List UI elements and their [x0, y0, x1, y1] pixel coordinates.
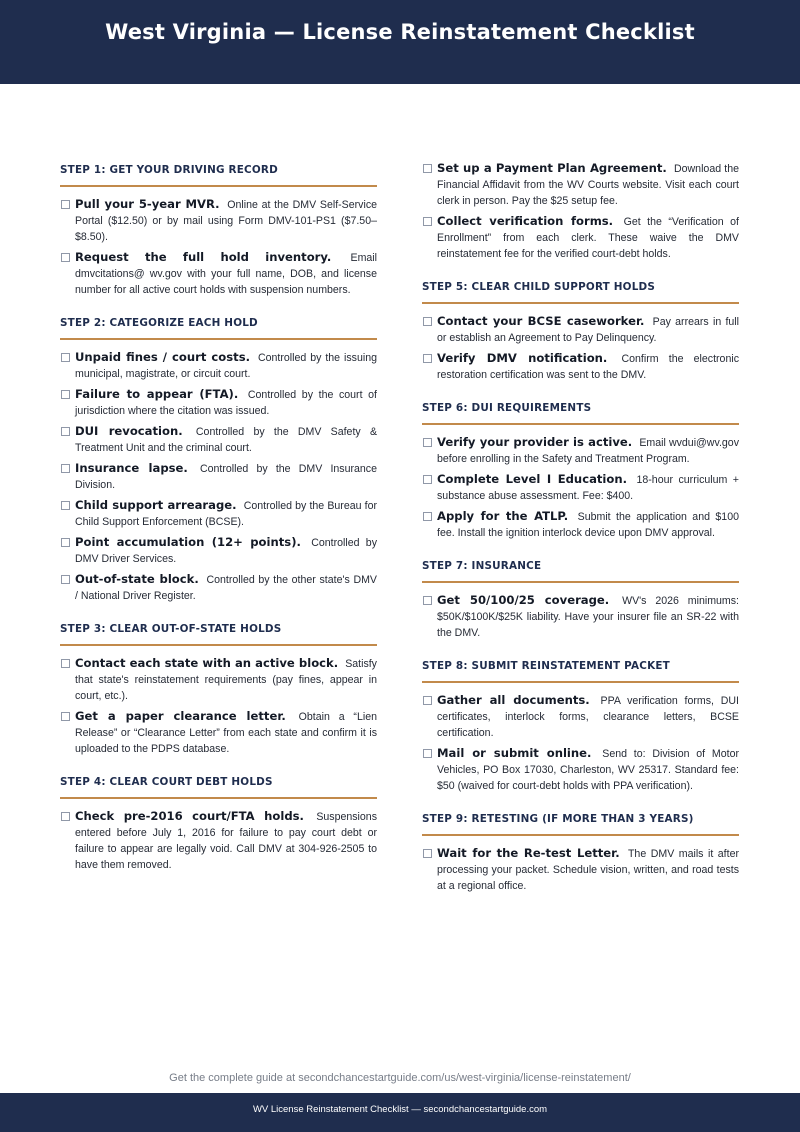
- step-4-continued: [422, 160, 739, 262]
- checklist-item: [60, 460, 377, 493]
- item-description: Submit the application and $100 fee. Install the ignition interlock device upon DMV approval.: [437, 511, 739, 539]
- checkbox[interactable]: [61, 659, 70, 668]
- checklist-item: [422, 213, 739, 262]
- item-description: Controlled by the Bureau for Child Support Enforcement (BCSE).: [75, 500, 377, 528]
- step-5: [422, 277, 739, 383]
- item-title: Contact each state with an active block.: [75, 656, 339, 670]
- item-title: Get 50/100/25 coverage.: [437, 593, 610, 607]
- checklist-item: [422, 160, 739, 209]
- checkbox[interactable]: [61, 253, 70, 262]
- item-title: Get a paper clearance letter.: [75, 709, 286, 723]
- step-7: [422, 556, 739, 641]
- page-title: West Virginia — License Reinstatement Checklist: [105, 20, 695, 44]
- checkbox[interactable]: [423, 217, 432, 226]
- item-title: Gather all documents.: [437, 693, 590, 707]
- item-description: Controlled by DMV Driver Services.: [75, 537, 377, 565]
- checkbox[interactable]: [61, 390, 70, 399]
- step-title: STEP 2: CATEGORIZE EACH HOLD: [60, 313, 377, 340]
- checkbox[interactable]: [423, 164, 432, 173]
- step-title: STEP 7: INSURANCE: [422, 556, 739, 583]
- item-title: Pull your 5-year MVR.: [75, 197, 220, 211]
- checklist-item: [60, 249, 377, 298]
- checkbox[interactable]: [423, 317, 432, 326]
- checklist-item: [60, 808, 377, 873]
- checklist-item: [422, 845, 739, 894]
- left-column: [60, 160, 377, 888]
- item-description: PPA verification forms, DUI certificates, interlock forms, clearance letters, BCSE certification.: [437, 695, 740, 739]
- checkbox[interactable]: [423, 849, 432, 858]
- item-description: Controlled by the other state's DMV / National Driver Register.: [75, 574, 377, 602]
- checkbox[interactable]: [61, 200, 70, 209]
- checklist-item: [60, 497, 377, 530]
- item-description: Email dmvcitations@ wv.gov with your full name, DOB, and license number for all active court holds with suspension numbers.: [75, 252, 377, 296]
- item-description: Suspensions entered before July 1, 2016 for failure to pay court debt or failure to appear are legally void. Call DMV at 304-926-2505 to have them removed.: [75, 811, 377, 871]
- checklist-item: [422, 313, 739, 346]
- item-description: The DMV mails it after processing your packet. Schedule vision, written, and road tests at a regional office.: [437, 848, 739, 892]
- item-title: Contact your BCSE caseworker.: [437, 314, 645, 328]
- checkbox[interactable]: [423, 696, 432, 705]
- checkbox[interactable]: [61, 464, 70, 473]
- footer-text: WV License Reinstatement Checklist — secondchancestartguide.com: [252, 1104, 548, 1115]
- checkbox[interactable]: [61, 427, 70, 436]
- step-title: STEP 6: DUI REQUIREMENTS: [422, 398, 739, 425]
- step-9: [422, 809, 739, 894]
- checklist-item: [60, 423, 377, 456]
- checklist-item: [422, 508, 739, 541]
- item-title: Collect verification forms.: [437, 214, 614, 228]
- step-4: [60, 772, 377, 873]
- item-description: Download the Financial Affidavit from the WV Courts website. Visit each court clerk in person. Pay the $25 setup fee.: [437, 163, 739, 207]
- item-description: 18-hour curriculum + substance abuse assessment. Fee: $400.: [437, 474, 739, 502]
- item-title: Check pre-2016 court/FTA holds.: [75, 809, 304, 823]
- checklist-item: [422, 471, 739, 504]
- step-3: [60, 619, 377, 757]
- item-description: Email wvdui@wv.gov before enrolling in the Safety and Treatment Program.: [437, 437, 739, 465]
- step-title: STEP 4: CLEAR COURT DEBT HOLDS: [60, 772, 377, 799]
- item-title: Wait for the Re-test Letter.: [437, 846, 620, 860]
- checkbox[interactable]: [423, 438, 432, 447]
- step-title: STEP 8: SUBMIT REINSTATEMENT PACKET: [422, 656, 739, 683]
- step-title: STEP 5: CLEAR CHILD SUPPORT HOLDS: [422, 277, 739, 304]
- checklist-item: [60, 708, 377, 757]
- item-description: Get the “Verification of Enrollment” from each clerk. These waive the DMV reinstatement fee for the verified court-debt holds.: [437, 216, 739, 260]
- checklist-item: [60, 386, 377, 419]
- item-title: Child support arrearage.: [75, 498, 237, 512]
- checklist-item: [422, 434, 739, 467]
- checklist-item: [422, 350, 739, 383]
- step-6: [422, 398, 739, 541]
- checklist-item: [60, 196, 377, 245]
- checkbox[interactable]: [423, 512, 432, 521]
- item-title: Set up a Payment Plan Agreement.: [437, 161, 667, 175]
- item-title: Point accumulation (12+ points).: [75, 535, 301, 549]
- footer-bar: [0, 1093, 800, 1132]
- checklist-item: [60, 571, 377, 604]
- checklist-item: [60, 534, 377, 567]
- item-description: Pay arrears in full or establish an Agreement to Pay Delinquency.: [437, 316, 739, 344]
- item-description: WV's 2026 minimums: $50K/$100K/$25K liability. Have your insurer file an SR-22 with the DMV.: [437, 595, 739, 639]
- checkbox[interactable]: [61, 575, 70, 584]
- checkbox[interactable]: [423, 354, 432, 363]
- item-title: DUI revocation.: [75, 424, 183, 438]
- item-title: Verify DMV notification.: [437, 351, 608, 365]
- checklist-item: [422, 592, 739, 641]
- checkbox[interactable]: [61, 353, 70, 362]
- item-description: Send to: Division of Motor Vehicles, PO Box 17030, Charleston, WV 25317. Standard fee: $50 (waived for court-debt holds with PPA verification).: [437, 748, 739, 792]
- step-title: STEP 1: GET YOUR DRIVING RECORD: [60, 160, 377, 187]
- item-title: Complete Level I Education.: [437, 472, 628, 486]
- checklist-item: [422, 745, 739, 794]
- checklist-item: [60, 349, 377, 382]
- item-title: Mail or submit online.: [437, 746, 592, 760]
- item-title: Apply for the ATLP.: [437, 509, 569, 523]
- checklist-item: [422, 692, 739, 741]
- checkbox[interactable]: [423, 749, 432, 758]
- item-title: Failure to appear (FTA).: [75, 387, 239, 401]
- item-description: Controlled by the court of jurisdiction where the citation was issued.: [75, 389, 377, 417]
- item-description: Controlled by the DMV Insurance Division.: [75, 463, 377, 491]
- step-8: [422, 656, 739, 794]
- step-2: [60, 313, 377, 604]
- checkbox[interactable]: [61, 501, 70, 510]
- checkbox[interactable]: [423, 596, 432, 605]
- item-description: Confirm the electronic restoration certification was sent to the DMV.: [437, 353, 739, 381]
- checkbox[interactable]: [61, 538, 70, 547]
- checklist-item: [60, 655, 377, 704]
- item-description: Obtain a “Lien Release” or “Clearance Letter” from each state and confirm it is uploaded to the PDPS database.: [75, 711, 377, 755]
- checkbox[interactable]: [423, 475, 432, 484]
- step-1: [60, 160, 377, 298]
- step-title: STEP 3: CLEAR OUT-OF-STATE HOLDS: [60, 619, 377, 646]
- item-title: Insurance lapse.: [75, 461, 188, 475]
- item-description: Controlled by the DMV Safety & Treatment Unit and the criminal court.: [75, 426, 378, 454]
- checkbox[interactable]: [61, 812, 70, 821]
- item-title: Unpaid fines / court costs.: [75, 350, 251, 364]
- item-title: Request the full hold inventory.: [75, 250, 332, 264]
- page-header: [0, 0, 800, 84]
- step-title: STEP 9: RETESTING (IF MORE THAN 3 YEARS): [422, 809, 739, 836]
- item-description: Online at the DMV Self-Service Portal ($12.50) or by mail using Form DMV-101-PS1 ($7.50–$8.50).: [75, 199, 378, 243]
- item-description: Satisfy that state's reinstatement requirements (pay fines, appear in court, etc.).: [75, 658, 377, 702]
- item-title: Verify your provider is active.: [437, 435, 633, 449]
- guide-link[interactable]: Get the complete guide at secondchancestartguide.com/us/west-virginia/license-reinstatement/: [169, 1072, 631, 1084]
- right-column: [422, 160, 739, 909]
- checkbox[interactable]: [61, 712, 70, 721]
- item-title: Out-of-state block.: [75, 572, 199, 586]
- item-description: Controlled by the issuing municipal, magistrate, or circuit court.: [75, 352, 377, 380]
